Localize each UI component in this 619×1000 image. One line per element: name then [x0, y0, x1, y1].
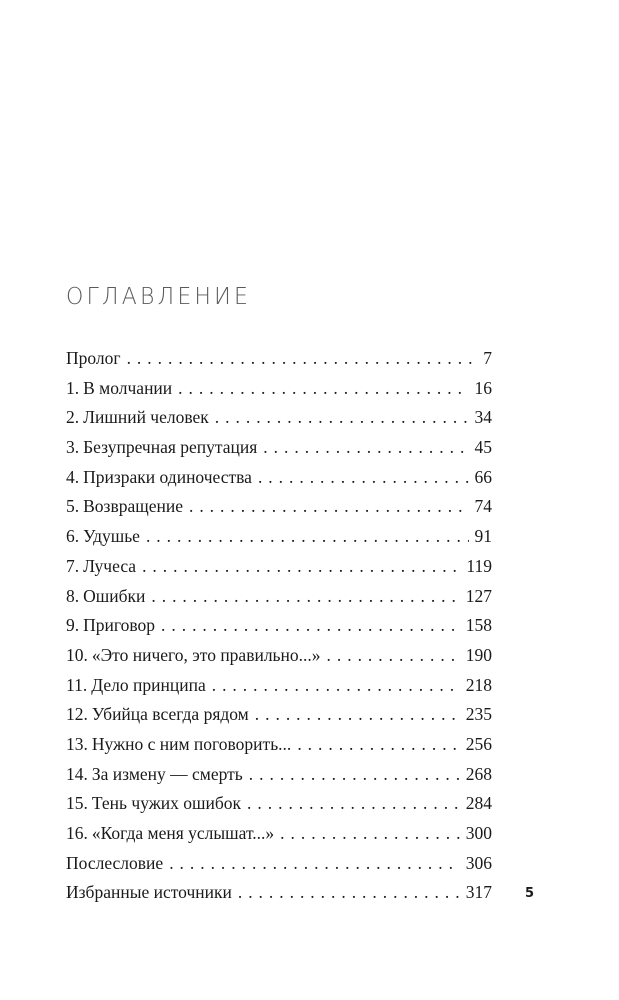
toc-entry-title: Послесловие — [66, 852, 164, 873]
toc-entry-number: 1. — [66, 377, 80, 398]
toc-entry — [66, 611, 492, 641]
toc-entry-page: 284 — [465, 793, 492, 814]
toc-entry-title: Приговор — [83, 615, 156, 636]
toc-entry-number: 15. — [66, 793, 88, 814]
toc-entry — [66, 522, 492, 552]
toc-entry-title: Дело принципа — [91, 674, 206, 695]
dot-leader — [127, 344, 478, 374]
dot-leader — [280, 819, 460, 849]
toc-entry — [66, 641, 492, 671]
toc-entry-page: 119 — [466, 555, 492, 576]
toc-entry-number: 12. — [66, 704, 88, 725]
toc-entry-title: Призраки одиночества — [83, 466, 252, 487]
toc-entry-number: 13. — [66, 733, 88, 754]
toc-entry — [66, 700, 492, 730]
dot-leader — [258, 463, 469, 493]
toc-entry-number: 9. — [66, 615, 80, 636]
dot-leader — [297, 730, 459, 760]
toc-entry — [66, 344, 492, 374]
toc-entry-page: 300 — [465, 823, 492, 843]
toc-entry-title: В молчании — [83, 377, 173, 398]
dot-leader — [255, 700, 460, 730]
toc-entry-page: 268 — [465, 763, 492, 784]
toc-entry-number: 8. — [66, 585, 80, 606]
toc-entry — [66, 671, 492, 701]
toc-entry-title: За измену — смерть — [91, 763, 243, 784]
toc-entry-page: 235 — [465, 704, 492, 725]
toc-entry-page: 34 — [474, 407, 492, 428]
toc-entry-title: Лучеса — [83, 555, 137, 576]
toc-entry-page: 74 — [474, 496, 492, 517]
toc-entry-title: Пролог — [66, 348, 121, 368]
toc-entry-page: 306 — [465, 852, 492, 873]
toc-entry-number: 16. — [66, 823, 88, 843]
toc-entry — [66, 374, 492, 404]
toc-entry-number: 3. — [66, 437, 80, 458]
toc-entry-title: Безупречная репутация — [83, 437, 258, 458]
toc-entry-number: 2. — [66, 407, 80, 428]
toc-entry-page: 16 — [474, 377, 492, 398]
toc-entry — [66, 433, 492, 463]
dot-leader — [151, 582, 459, 612]
toc-entry-page: 256 — [465, 733, 492, 754]
toc-entry-title: Удушье — [83, 526, 140, 547]
dot-leader — [161, 611, 460, 641]
toc-entry-number: 4. — [66, 466, 80, 487]
toc-entry-title: «Когда меня услышат...» — [91, 823, 275, 843]
toc-entry — [66, 492, 492, 522]
toc-entry-number: 5. — [66, 496, 80, 517]
toc-entry-page: 190 — [465, 644, 492, 665]
page-number: 5 — [525, 886, 535, 901]
toc-entry — [66, 403, 492, 433]
toc-entry — [66, 582, 492, 612]
toc-entry-page: 91 — [474, 526, 492, 547]
toc-entry-title: «Это ничего, это правильно...» — [91, 644, 321, 665]
dot-leader — [249, 760, 460, 790]
toc-entry-number: 11. — [66, 674, 88, 695]
toc-entry-page: 7 — [483, 348, 492, 368]
dot-leader — [212, 671, 460, 701]
toc-entry-title: Нужно с ним поговорить... — [91, 733, 292, 754]
toc-entry-title: Тень чужих ошибок — [91, 793, 242, 814]
toc-entry-page: 317 — [465, 882, 492, 903]
toc-entry-page: 66 — [474, 466, 492, 487]
toc-entry-title: Избранные источники — [66, 882, 232, 903]
toc-entry — [66, 760, 492, 790]
dot-leader — [263, 433, 468, 463]
toc-entry — [66, 552, 492, 582]
toc-entry — [66, 730, 492, 760]
dot-leader — [142, 552, 460, 582]
toc-entry-page: 45 — [474, 437, 492, 458]
toc-entry-title: Лишний человек — [83, 407, 209, 428]
toc-entry-number: 14. — [66, 763, 88, 784]
dot-leader — [178, 374, 468, 404]
dot-leader — [215, 403, 469, 433]
toc-heading: ОГЛАВЛЕНИЕ — [66, 284, 252, 311]
toc-entry-title: Возвращение — [83, 496, 183, 517]
dot-leader — [238, 878, 460, 908]
toc-entry-title: Ошибки — [83, 585, 146, 606]
dot-leader — [247, 789, 460, 819]
toc-entry-title: Убийца всегда рядом — [91, 704, 249, 725]
toc-entry-number: 10. — [66, 644, 88, 665]
dot-leader — [327, 641, 460, 671]
toc-entry-number: 6. — [66, 526, 80, 547]
toc-entry — [66, 789, 492, 819]
dot-leader — [189, 492, 469, 522]
toc-entry-number: 7. — [66, 555, 80, 576]
toc-entry — [66, 819, 492, 849]
dot-leader — [146, 522, 469, 552]
dot-leader — [169, 849, 460, 879]
toc-entry — [66, 849, 492, 879]
toc-entry-page: 127 — [465, 585, 492, 606]
table-of-contents — [66, 344, 492, 908]
toc-entry-page: 218 — [465, 674, 492, 695]
toc-entry — [66, 463, 492, 493]
toc-entry-page: 158 — [465, 615, 492, 636]
toc-entry — [66, 878, 492, 908]
